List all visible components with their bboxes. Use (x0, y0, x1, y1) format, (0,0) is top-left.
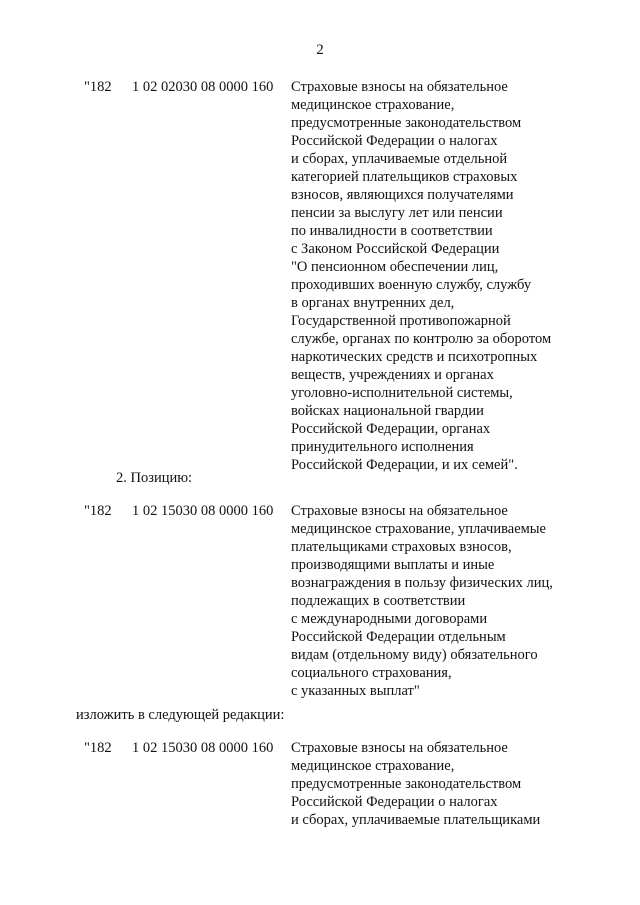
entry-description-line: с указанных выплат" (291, 683, 420, 699)
entry-description-line: предусмотренные законодательством (291, 776, 522, 792)
position-heading: 2. Позицию: (116, 470, 193, 486)
entry-description-line: видам (отдельному виду) обязательного (291, 647, 538, 663)
entry-description-line: подлежащих в соответствии (291, 593, 466, 609)
entry-admin-code: "182 (84, 740, 112, 756)
entry-description (291, 78, 621, 474)
entry-description-line: Российской Федерации, и их семей". (291, 457, 518, 473)
entry-kbk-code: 1 02 15030 08 0000 160 (132, 740, 274, 756)
entry-description-line: войсках национальной гвардии (291, 403, 484, 419)
entry-description-line: вознаграждения в пользу физических лиц, (291, 575, 553, 591)
entry-description-line: и сборах, уплачиваемые отдельной (291, 151, 508, 167)
entry-description-line: службе, органах по контролю за оборотом (291, 331, 552, 347)
entry-description-line: "О пенсионном обеспечении лиц, (291, 259, 499, 275)
entry-description-line: и сборах, уплачиваемые плательщиками (291, 812, 541, 828)
entry-description-line: в органах внутренних дел, (291, 295, 455, 311)
entry-description-line: Российской Федерации, органах (291, 421, 491, 437)
entry-description-line: Государственной противопожарной (291, 313, 511, 329)
entry-description-line: категорией плательщиков страховых (291, 169, 518, 185)
entry-kbk-code: 1 02 02030 08 0000 160 (132, 79, 274, 95)
entry-description-line: Российской Федерации о налогах (291, 133, 498, 149)
entry-description-line: Российской Федерации о налогах (291, 794, 498, 810)
entry-description-line: принудительного исполнения (291, 439, 474, 455)
entry-description-line: взносов, являющихся получателями (291, 187, 514, 203)
entry-description-line: социального страхования, (291, 665, 452, 681)
entry-description-line: веществ, учреждениях и органах (291, 367, 494, 383)
entry-description-line: уголовно-исполнительной системы, (291, 385, 513, 401)
entry-description-line: медицинское страхование, (291, 97, 455, 113)
entry-description-line: наркотических средств и психотропных (291, 349, 538, 365)
entry-description-line: Страховые взносы на обязательное (291, 503, 508, 519)
entry-description-line: медицинское страхование, уплачиваемые (291, 521, 546, 537)
entry-description-line: медицинское страхование, (291, 758, 455, 774)
entry-description-line: с Законом Российской Федерации (291, 241, 500, 257)
entry-description-line: Страховые взносы на обязательное (291, 740, 508, 756)
entry-description-line: Страховые взносы на обязательное (291, 79, 508, 95)
entry-description-line: с международными договорами (291, 611, 488, 627)
edit-instruction: изложить в следующей редакции: (76, 707, 285, 723)
entry-admin-code: "182 (84, 503, 112, 519)
entry-admin-code: "182 (84, 79, 112, 95)
entry-description-line: плательщиками страховых взносов, (291, 539, 512, 555)
entry-description-line: проходивших военную службу, службу (291, 277, 532, 293)
entry-description (291, 739, 621, 829)
entry-kbk-code: 1 02 15030 08 0000 160 (132, 503, 274, 519)
page-number: 2 (316, 42, 324, 58)
entry-description-line: пенсии за выслугу лет или пенсии (291, 205, 503, 221)
entry-description-line: предусмотренные законодательством (291, 115, 522, 131)
entry-description-line: по инвалидности в соответствии (291, 223, 493, 239)
entry-description-line: производящими выплаты и иные (291, 557, 495, 573)
entry-description (291, 502, 621, 700)
entry-description-line: Российской Федерации отдельным (291, 629, 506, 645)
